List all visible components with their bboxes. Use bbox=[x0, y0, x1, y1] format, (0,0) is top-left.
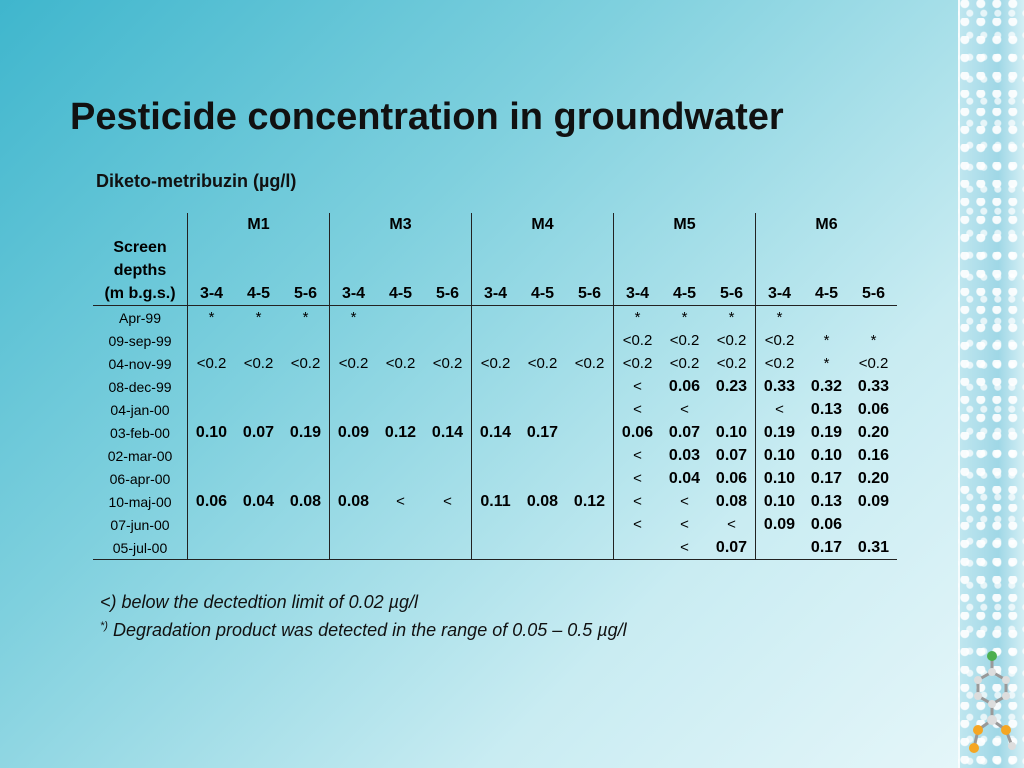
depth-header: 4-5 bbox=[377, 282, 424, 306]
table-cell: < bbox=[614, 490, 662, 513]
table-cell bbox=[282, 375, 330, 398]
table-cell: 0.07 bbox=[715, 446, 748, 464]
table-cell: 0.08 bbox=[715, 492, 748, 510]
depth-header: 5-6 bbox=[282, 282, 330, 306]
table-cell: * bbox=[823, 332, 830, 349]
table-cell: 0.14 bbox=[431, 423, 464, 441]
footnote-degradation-text: Degradation product was detected in the range of 0.05 – 0.5 µg/l bbox=[107, 620, 627, 640]
table-cell bbox=[472, 375, 520, 398]
table-cell: < bbox=[756, 398, 804, 421]
table-cell: 0.19 bbox=[756, 421, 804, 444]
row-date: 07-jun-00 bbox=[110, 516, 170, 533]
table-cell: 0.07 bbox=[242, 423, 275, 441]
table-cell: <0.2 bbox=[432, 355, 463, 372]
group-header: M1 bbox=[188, 213, 330, 236]
table-cell: <0.2 bbox=[614, 352, 662, 375]
table-row bbox=[93, 329, 897, 352]
table-cell bbox=[377, 467, 424, 490]
header-spacer bbox=[614, 236, 756, 259]
row-date: 04-nov-99 bbox=[108, 355, 172, 372]
table-row bbox=[93, 513, 897, 536]
table-cell: 0.10 bbox=[756, 467, 804, 490]
table-row bbox=[93, 375, 897, 398]
table-cell bbox=[424, 375, 472, 398]
table-cell bbox=[282, 513, 330, 536]
table-cell: * bbox=[756, 306, 804, 330]
table-cell bbox=[566, 444, 614, 467]
table-cell: < bbox=[680, 516, 689, 533]
table-cell: 0.09 bbox=[756, 513, 804, 536]
table-cell bbox=[377, 513, 424, 536]
row-header-label: (m b.g.s.) bbox=[93, 282, 188, 306]
table-cell bbox=[377, 444, 424, 467]
table-cell: 0.19 bbox=[810, 423, 843, 441]
table-cell bbox=[330, 329, 378, 352]
table-cell bbox=[472, 329, 520, 352]
table-cell bbox=[377, 398, 424, 421]
table-cell bbox=[188, 398, 236, 421]
table-cell: 0.10 bbox=[756, 490, 804, 513]
table-cell: 0.17 bbox=[803, 536, 850, 560]
table-cell bbox=[472, 513, 520, 536]
table-cell: < bbox=[680, 401, 689, 418]
table-cell bbox=[282, 536, 330, 560]
table-cell bbox=[330, 536, 378, 560]
table-cell bbox=[235, 536, 282, 560]
table-cell bbox=[282, 467, 330, 490]
depth-header: 4-5 bbox=[803, 282, 850, 306]
footnotes bbox=[100, 590, 627, 642]
depth-header: 3-4 bbox=[188, 282, 236, 306]
table-cell: 0.33 bbox=[756, 375, 804, 398]
table-cell: 0.10 bbox=[756, 444, 804, 467]
table-cell bbox=[850, 306, 897, 330]
table-cell: 0.08 bbox=[526, 492, 559, 510]
table-cell bbox=[282, 444, 330, 467]
table-cell: < bbox=[661, 536, 708, 560]
header-row-depths bbox=[93, 282, 897, 306]
table-cell bbox=[566, 536, 614, 560]
table-cell bbox=[519, 513, 566, 536]
table-cell: < bbox=[614, 375, 662, 398]
table-cell: * bbox=[870, 332, 877, 349]
table-cell: <0.2 bbox=[858, 355, 889, 372]
header-row-groups bbox=[93, 213, 897, 236]
table-cell: 0.07 bbox=[668, 423, 701, 441]
table-cell bbox=[188, 329, 236, 352]
table-cell: 0.16 bbox=[857, 446, 890, 464]
table-cell bbox=[850, 513, 897, 536]
depth-header: 5-6 bbox=[850, 282, 897, 306]
table-cell bbox=[424, 306, 472, 330]
table-cell bbox=[188, 375, 236, 398]
table-cell: <0.2 bbox=[716, 355, 747, 372]
footnote-degradation bbox=[100, 614, 627, 642]
table-row bbox=[93, 444, 897, 467]
header-spacer bbox=[472, 236, 614, 259]
table-cell: * bbox=[681, 309, 688, 326]
table-cell: < bbox=[396, 493, 405, 510]
table-cell bbox=[424, 467, 472, 490]
table-cell bbox=[188, 467, 236, 490]
row-date: 06-apr-00 bbox=[109, 470, 171, 487]
table-cell: 0.04 bbox=[242, 492, 275, 510]
table-cell: 0.10 bbox=[810, 446, 843, 464]
header-spacer bbox=[188, 236, 330, 259]
depth-header: 5-6 bbox=[566, 282, 614, 306]
table-cell: 0.14 bbox=[472, 421, 520, 444]
concentration-table bbox=[93, 213, 897, 560]
table-cell bbox=[235, 375, 282, 398]
page-title: Pesticide concentration in groundwater bbox=[70, 96, 784, 138]
table-cell: 0.06 bbox=[857, 400, 890, 418]
group-header: M3 bbox=[330, 213, 472, 236]
table-cell: <0.2 bbox=[472, 352, 520, 375]
table-cell bbox=[566, 375, 614, 398]
row-header-label: depths bbox=[113, 261, 167, 279]
table-cell: <0.2 bbox=[574, 355, 605, 372]
row-date: 03-feb-00 bbox=[110, 424, 170, 441]
table-cell: 0.08 bbox=[330, 490, 378, 513]
table-cell bbox=[566, 421, 614, 444]
table-cell: 0.10 bbox=[715, 423, 748, 441]
table-cell: <0.2 bbox=[188, 352, 236, 375]
table-cell bbox=[519, 444, 566, 467]
table-cell: 0.20 bbox=[857, 423, 890, 441]
table-row bbox=[93, 536, 897, 560]
table-cell bbox=[424, 513, 472, 536]
table-cell: 0.07 bbox=[708, 536, 756, 560]
table-cell bbox=[424, 329, 472, 352]
table-cell: < bbox=[614, 467, 662, 490]
table-cell bbox=[424, 536, 472, 560]
table-cell bbox=[424, 444, 472, 467]
table-cell: 0.08 bbox=[289, 492, 322, 510]
table-row bbox=[93, 421, 897, 444]
header-corner bbox=[93, 213, 188, 236]
table-subtitle: Diketo-metribuzin (µg/l) bbox=[96, 171, 297, 191]
table-cell bbox=[235, 444, 282, 467]
row-date: 05-jul-00 bbox=[93, 536, 188, 560]
table-row bbox=[93, 398, 897, 421]
table-cell bbox=[282, 398, 330, 421]
table-cell: 0.33 bbox=[857, 377, 890, 395]
depth-header: 3-4 bbox=[614, 282, 662, 306]
table-cell bbox=[330, 444, 378, 467]
table-cell: 0.09 bbox=[857, 492, 890, 510]
header-spacer bbox=[756, 236, 898, 259]
table-cell: 0.06 bbox=[810, 515, 843, 533]
depth-header: 4-5 bbox=[519, 282, 566, 306]
table-cell: <0.2 bbox=[716, 332, 747, 349]
table-cell bbox=[519, 467, 566, 490]
table-cell: <0.2 bbox=[290, 355, 321, 372]
depth-header: 4-5 bbox=[661, 282, 708, 306]
table-cell: < bbox=[443, 493, 452, 510]
table-cell: 0.13 bbox=[810, 400, 843, 418]
table-row bbox=[93, 490, 897, 513]
row-date: 08-dec-99 bbox=[108, 378, 172, 395]
table-cell: 0.19 bbox=[289, 423, 322, 441]
row-date: 02-mar-00 bbox=[107, 447, 173, 464]
depth-header: 5-6 bbox=[424, 282, 472, 306]
table-cell bbox=[235, 467, 282, 490]
table-cell bbox=[756, 536, 804, 560]
row-header-label: Screen bbox=[113, 238, 167, 256]
table-cell: 0.04 bbox=[668, 469, 701, 487]
table-cell: 0.11 bbox=[472, 490, 520, 513]
table-cell bbox=[708, 398, 756, 421]
table-cell: 0.13 bbox=[810, 492, 843, 510]
table-cell bbox=[188, 513, 236, 536]
table-cell bbox=[519, 536, 566, 560]
table-cell: < bbox=[614, 513, 662, 536]
table-cell: <0.2 bbox=[330, 352, 378, 375]
table-cell bbox=[235, 513, 282, 536]
table-cell bbox=[472, 306, 520, 330]
table-cell: * bbox=[255, 309, 262, 326]
group-header: M5 bbox=[614, 213, 756, 236]
table-cell: 0.06 bbox=[188, 490, 236, 513]
table-row bbox=[93, 352, 897, 375]
depth-header: 3-4 bbox=[330, 282, 378, 306]
table-cell: 0.17 bbox=[526, 423, 559, 441]
table-cell bbox=[519, 398, 566, 421]
table-cell: < bbox=[614, 398, 662, 421]
table-cell: 0.10 bbox=[188, 421, 236, 444]
table-cell bbox=[519, 306, 566, 330]
table-cell bbox=[235, 398, 282, 421]
table-cell: * bbox=[728, 309, 735, 326]
table-cell bbox=[235, 329, 282, 352]
table-cell bbox=[188, 444, 236, 467]
footnote-mark: *) bbox=[100, 620, 108, 632]
table-cell: <0.2 bbox=[614, 329, 662, 352]
table-cell bbox=[424, 398, 472, 421]
row-date: 10-maj-00 bbox=[108, 493, 172, 510]
table-cell: <0.2 bbox=[669, 355, 700, 372]
table-cell bbox=[803, 306, 850, 330]
table-cell bbox=[330, 398, 378, 421]
group-header: M6 bbox=[756, 213, 898, 236]
table-cell: 0.23 bbox=[715, 377, 748, 395]
table-cell bbox=[566, 329, 614, 352]
table-cell: < bbox=[727, 516, 736, 533]
table-cell: < bbox=[680, 493, 689, 510]
table-cell: <0.2 bbox=[243, 355, 274, 372]
table-cell bbox=[282, 329, 330, 352]
depth-header: 3-4 bbox=[472, 282, 520, 306]
table-cell: 0.12 bbox=[573, 492, 606, 510]
row-date: 04-jan-00 bbox=[110, 401, 170, 418]
table-cell: < bbox=[614, 444, 662, 467]
table-cell: 0.20 bbox=[857, 469, 890, 487]
table-cell bbox=[330, 513, 378, 536]
table-cell: * bbox=[330, 306, 378, 330]
table-row bbox=[93, 306, 897, 330]
table-cell: <0.2 bbox=[527, 355, 558, 372]
table-cell: 0.32 bbox=[810, 377, 843, 395]
table-cell: * bbox=[302, 309, 309, 326]
table-cell bbox=[614, 536, 662, 560]
table-cell: * bbox=[188, 306, 236, 330]
table-cell: 0.17 bbox=[810, 469, 843, 487]
table-cell bbox=[566, 467, 614, 490]
depth-header: 4-5 bbox=[235, 282, 282, 306]
table-cell bbox=[377, 536, 424, 560]
table-cell bbox=[566, 398, 614, 421]
table-cell bbox=[377, 329, 424, 352]
table-cell: 0.31 bbox=[850, 536, 897, 560]
header-spacer bbox=[614, 259, 756, 282]
table-cell bbox=[188, 536, 236, 560]
table-cell bbox=[566, 513, 614, 536]
header-spacer bbox=[330, 236, 472, 259]
group-header: M4 bbox=[472, 213, 614, 236]
table-cell bbox=[472, 444, 520, 467]
table-cell: <0.2 bbox=[669, 332, 700, 349]
molecule-icon bbox=[964, 650, 1020, 765]
header-spacer bbox=[472, 259, 614, 282]
header-row-label bbox=[93, 259, 897, 282]
table-cell: <0.2 bbox=[756, 329, 804, 352]
table-cell bbox=[377, 306, 424, 330]
header-spacer bbox=[188, 259, 330, 282]
table-cell: <0.2 bbox=[756, 352, 804, 375]
table-cell bbox=[472, 536, 520, 560]
table-cell: 0.03 bbox=[668, 446, 701, 464]
table-row bbox=[93, 467, 897, 490]
table-cell bbox=[330, 375, 378, 398]
table-cell: 0.06 bbox=[614, 421, 662, 444]
row-date: Apr-99 bbox=[118, 309, 162, 326]
table-cell: 0.12 bbox=[384, 423, 417, 441]
header-spacer bbox=[330, 259, 472, 282]
table-cell bbox=[519, 329, 566, 352]
footnote-detection-limit: <) below the dectedtion limit of 0.02 µg/l bbox=[100, 592, 419, 612]
depth-header: 5-6 bbox=[708, 282, 756, 306]
table-cell bbox=[519, 375, 566, 398]
header-row-label bbox=[93, 236, 897, 259]
table-cell bbox=[472, 467, 520, 490]
table-cell: <0.2 bbox=[385, 355, 416, 372]
table-cell: 0.09 bbox=[330, 421, 378, 444]
table-cell bbox=[472, 398, 520, 421]
table-cell: 0.06 bbox=[715, 469, 748, 487]
row-date: 09-sep-99 bbox=[108, 332, 172, 349]
table-cell: * bbox=[823, 355, 830, 372]
table-cell bbox=[566, 306, 614, 330]
table-cell bbox=[377, 375, 424, 398]
depth-header: 3-4 bbox=[756, 282, 804, 306]
table-cell bbox=[330, 467, 378, 490]
table-cell: 0.06 bbox=[668, 377, 701, 395]
header-spacer bbox=[756, 259, 898, 282]
table-cell: * bbox=[614, 306, 662, 330]
